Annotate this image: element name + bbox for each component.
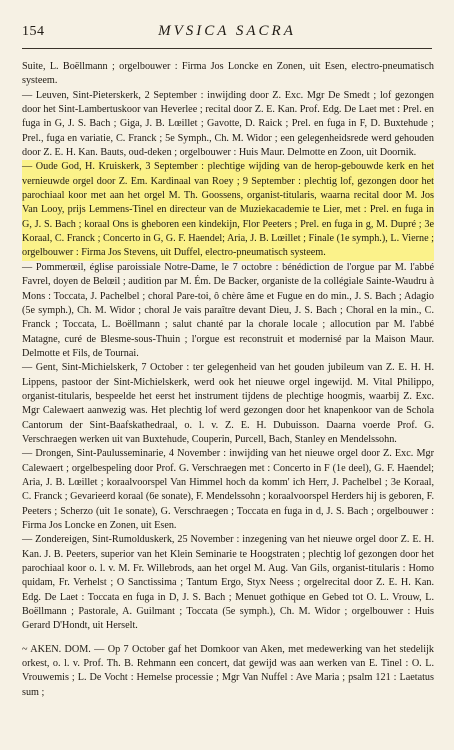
entry-gent: — Gent, Sint-Michielskerk, 7 October : ter gelegenheid van het gouden jubileum van Z. E. H. H. Lippens, pastoor der Sint-Michielskerk, werd ook het nieuwe orgel ingewijd. M. Vital Philippo, organist-titularis, bespeelde het eerst het instrument tijdens de plechtige hoogmis, waarbij Z. Exc. Mgr Calewaert aanwezig was. Het plechtig lof werd gezongen door het knapenkoor van de Schola Cantorum der Sint-Baafskathedraal, o. l. v. Z. E. H. Dubuisson. Daarna voerde Prof. G. Verschraegen werken uit van Buxtehude, Couperin, Purcell, Bach, Stanley en Mendelssohn. [22,362,434,445]
entry-oude-god: — Oude God, H. Kruiskerk, 3 September : plechtige wijding van de herop-gebouwde kerk en het vernieuwde orgel door Z. Em. Kardinaal van Roey ; 9 September : plechtig lof, gezongen door het parochiaal koor met aan het orgel M. Th. Goossens, organist-titularis, waarna recital door M. Jos Van Looy, prijs Lemmens-Tinel en directeur van de Muziekacademie te Lier, met : Prel. en fuga in G, J. S. Bach ; koraal Ons is gheboren een kindekijn, Flor Peeters ; Prel. en fuga in g, M. Dupré ; 3e Koraal, C. Franck ; Concerto in G, G. F. Haendel; Aria, J. B. Lœillet ; Finale (1e symph.), L. Vierne ; orgelbouwer : Firma Jos Stevens, uit Duffel, electro-pneumatisch systeem. [22,160,434,260]
header-rule [22,48,432,49]
section-gap [22,634,434,643]
entry-pommeroeil: — Pommerœil, église paroissiale Notre-Dame, le 7 octobre : bénédiction de l'orgue par M. l'abbé Favrel, doyen de Belœil ; audition par M. Ém. De Backer, organiste de la collégiale Sainte-Waudru à Mons : Toccata, J. Pachelbel ; choral Pare-toi, ô chère âme et Fugue en do min., J. S. Bach ; Adagio (5e symph.), Ch. M. Widor ; choral Je vais paraître devant Dieu, J. S. Bach ; Choral en la min., C. Franck ; Toccata, L. Boëllmann ; salut chanté par la chorale locale ; allocution par M. l'abbé Matagne, curé de Blesme-sous-Thuin ; l'orgue est reconstruit et modernisé par la Maison Maur. Delmotte et Fils, de Tournai. [22,261,434,359]
page-number: 154 [22,24,45,39]
running-title: MVSICA SACRA [158,23,296,39]
page-header [22,22,432,44]
entry-aken-dom: ~ AKEN. DOM. — Op 7 October gaf het Domkoor van Aken, met medewerking van het stedelijk orkest, o. l. v. Prof. Th. B. Rehmann een concert, dat gewijd was aan werken van E. Tinel : O. L. Vrouwemis ; L. De Vocht : Hemelse processie ; Mgr Van Nuffel : Ave Maria ; psalm 121 : Laetatus sum ; [22,643,434,698]
entry-zondereigen: — Zondereigen, Sint-Rumolduskerk, 25 November : inzegening van het nieuwe orgel door Z. E. H. Kan. J. B. Peeters, superior van het Klein Seminarie te Hoogstraten ; plechtig lof gezongen door het parochiaal koor o. l. v. M. Fr. Willebrods, aan het orgel M. Aug. Van Gils, organist-titularis : Homo quidam, Fr. Verhelst ; O Sanctissima ; Tantum Ergo, Styx Neess ; orgelrecital door Z. E. H. Kan. Edg. De Laet : Toccata en fuga in D, J. S. Bach ; Menuet gothique en Gebed tot O. L. Vrouw, L. Boëllmann ; Pastorale, A. Guilmant ; Toccata (5e symph.), Ch. M. Widor ; orgelbouwer : Huis Gerard D'Hondt, uit Herselt. [22,534,434,632]
entry-drongen: — Drongen, Sint-Paulusseminarie, 4 November : inwijding van het nieuwe orgel door Z. Exc. Mgr Calewaert ; orgelbespeling door Prof. G. Verschraegen met : Concerto in F (1e deel), G. F. Haendel; Aria, J. B. Lœillet ; koraalvoorspel Van Himmel hoch da komm' ich Herr, J. Pachelbel ; 3e Koraal, C. Franck ; Gevarieerd koraal (6e sonate), F. Mendelssohn ; koraalvoorspel Herders hij is geboren, F. Peeters ; Scherzo (uit 1e sonate), G. Verschraegen ; Toccata en fuga in d, J. S. Bach ; orgelbouwer : Firma Jos Loncke en Zonen, uit Esen. [22,448,434,531]
entry-esen-suite: Suite, L. Boëllmann ; orgelbouwer : Firma Jos Loncke en Zonen, uit Esen, electro-pneumatisch systeem. [22,61,434,87]
entry-leuven: — Leuven, Sint-Pieterskerk, 2 September : inwijding door Z. Exc. Mgr De Smedt ; lof gezongen door het Sint-Lambertuskoor van Heverlee ; recital door Z. E. Kan. Prof. Edg. De Laet met : Prel. en fuga in G, J. S. Bach ; Giga, J. B. Lœillet ; Gavotte, D. Raick ; Prel. en fuga in F, D. Buxtehude ; Prel., fuga en variatie, C. Franck ; 5e Symph., Ch. M. Widor ; een gelegenheidsrede werd gehouden door Z. E. H. Kan. Bauts, oud-deken ; orgelbouwer : Huis Maur. Delmotte en Zoon, uit Doornik. [22,89,434,159]
page-body [22,60,434,700]
